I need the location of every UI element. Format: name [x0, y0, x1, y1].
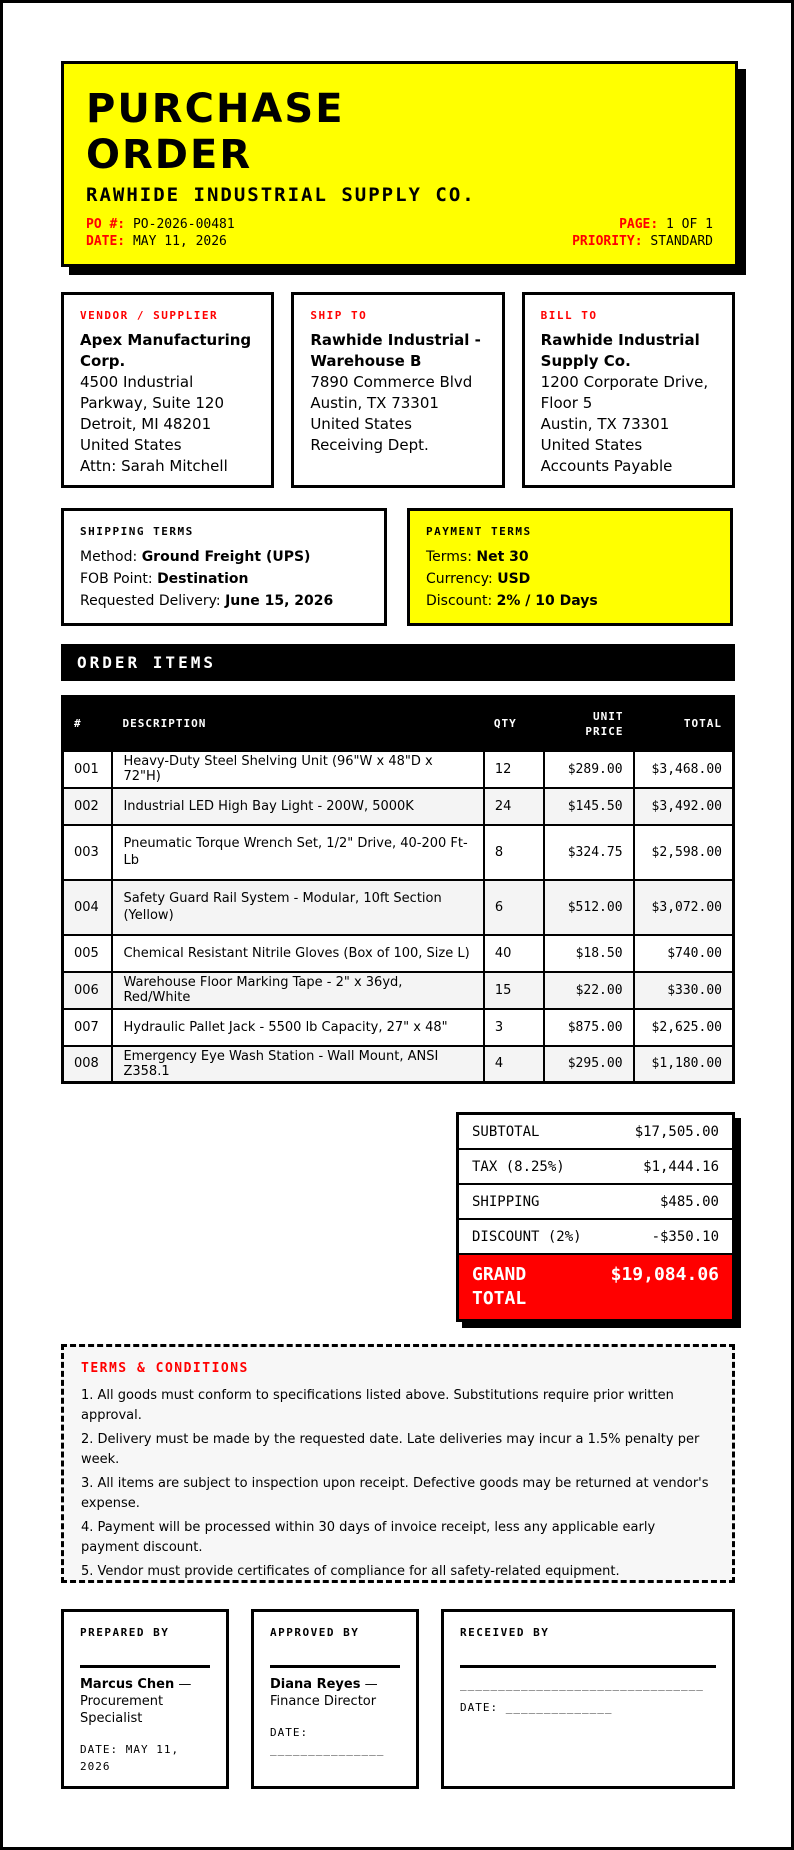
cell-description: Hydraulic Pallet Jack - 5500 lb Capacity, 27" x 48" — [112, 1009, 483, 1046]
page-label: PAGE: — [619, 217, 659, 232]
column-header-unit-price: UNIT PRICE — [544, 697, 634, 751]
table-row — [63, 935, 734, 972]
approved-by-name: Diana Reyes — [270, 1677, 361, 1692]
document-title — [86, 86, 713, 178]
cell-qty: 8 — [484, 825, 544, 880]
cell-line-total: $3,072.00 — [634, 880, 734, 935]
cell-unit-price: $145.50 — [544, 788, 634, 825]
prepared-by-label: PREPARED BY — [80, 1626, 170, 1639]
received-by-blank-line: ________________________________ — [460, 1678, 704, 1691]
cell-description: Heavy-Duty Steel Shelving Unit (96"W x 48"D x 72"H) — [112, 751, 483, 788]
ship-to-address-line: United States — [310, 415, 412, 433]
signature-line — [460, 1665, 716, 1668]
bill-to-dept: Accounts Payable — [540, 457, 673, 475]
cell-unit-price: $289.00 — [544, 751, 634, 788]
cell-line-total: $330.00 — [634, 972, 734, 1009]
approved-by-box: APPROVED BY Diana Reyes — Finance Director DATE: _______________ — [251, 1609, 419, 1789]
cell-item-number: 006 — [63, 972, 113, 1009]
cell-unit-price: $295.00 — [544, 1046, 634, 1083]
shipping-terms-box — [61, 508, 387, 626]
prepared-by-role: Procurement Specialist — [80, 1694, 164, 1726]
ship-to-address-line: 7890 Commerce Blvd — [310, 373, 473, 391]
title-line-1: PURCHASE — [86, 86, 345, 132]
header-meta-left — [86, 216, 235, 250]
vendor-address-line: Detroit, MI 48201 — [80, 415, 212, 433]
signature-blocks — [61, 1609, 735, 1789]
column-header-qty: QTY — [484, 697, 544, 751]
ship-to-dept: Receiving Dept. — [310, 436, 429, 454]
table-row — [63, 788, 734, 825]
cell-qty: 40 — [484, 935, 544, 972]
title-line-2: ORDER — [86, 132, 253, 178]
condition-item: 5. Vendor must provide certificates of compliance for all safety-related equipment. — [81, 1564, 620, 1579]
received-by-label: RECEIVED BY — [460, 1626, 550, 1639]
discount-row — [459, 1220, 732, 1255]
vendor-label: VENDOR / SUPPLIER — [80, 309, 219, 322]
discount-total-label: DISCOUNT (2%) — [472, 1228, 582, 1245]
cell-line-total: $740.00 — [634, 935, 734, 972]
subtotal-label: SUBTOTAL — [472, 1123, 540, 1140]
vendor-attn: Attn: Sarah Mitchell — [80, 457, 228, 475]
priority-label: PRIORITY: — [572, 234, 643, 249]
bill-to-address-line: Austin, TX 73301 — [540, 415, 670, 433]
cell-description: Chemical Resistant Nitrile Gloves (Box of 100, Size L) — [112, 935, 483, 972]
tax-row — [459, 1150, 732, 1185]
ship-to-label: SHIP TO — [310, 309, 368, 322]
vendor-address-line: 4500 Industrial Parkway, Suite 120 — [80, 373, 224, 412]
cell-description: Industrial LED High Bay Light - 200W, 5000K — [112, 788, 483, 825]
date-label: DATE: — [86, 234, 126, 249]
tax-value: $1,444.16 — [643, 1158, 719, 1175]
party-boxes — [61, 292, 735, 488]
cell-qty: 3 — [484, 1009, 544, 1046]
payment-terms: Net 30 — [476, 549, 529, 565]
cell-item-number: 004 — [63, 880, 113, 935]
table-row — [63, 880, 734, 935]
prepared-by-name: Marcus Chen — [80, 1677, 175, 1692]
bill-to-name: Rawhide Industrial Supply Co. — [540, 331, 700, 370]
approved-by-date-blank: _______________ — [270, 1743, 385, 1756]
bill-to-box — [522, 292, 735, 488]
order-items-heading: ORDER ITEMS — [61, 644, 735, 681]
cell-qty: 15 — [484, 972, 544, 1009]
requested-delivery: June 15, 2026 — [225, 593, 334, 609]
cell-item-number: 008 — [63, 1046, 113, 1083]
table-row — [63, 825, 734, 880]
bill-to-address-line: 1200 Corporate Drive, Floor 5 — [540, 373, 709, 412]
subtotal-value: $17,505.00 — [634, 1123, 719, 1140]
payment-terms-label: PAYMENT TERMS — [426, 525, 532, 538]
priority-value: STANDARD — [650, 234, 713, 249]
condition-item: 2. Delivery must be made by the requested date. Late deliveries may incur a 1.5% penalty per week. — [81, 1432, 700, 1467]
cell-item-number: 001 — [63, 751, 113, 788]
discount-value: -$350.10 — [651, 1228, 719, 1245]
page-number: 1 OF 1 — [666, 217, 713, 232]
cell-line-total: $3,492.00 — [634, 788, 734, 825]
tax-label: TAX (8.25%) — [472, 1158, 565, 1175]
prepared-by-date: DATE: MAY 11, 2026 — [80, 1743, 180, 1773]
cell-description: Safety Guard Rail System - Modular, 10ft Section (Yellow) — [112, 880, 483, 935]
cell-qty: 12 — [484, 751, 544, 788]
cell-line-total: $2,625.00 — [634, 1009, 734, 1046]
cell-qty: 4 — [484, 1046, 544, 1083]
ship-to-name: Rawhide Industrial - Warehouse B — [310, 331, 481, 370]
company-name: RAWHIDE INDUSTRIAL SUPPLY CO. — [86, 184, 476, 206]
cell-description: Pneumatic Torque Wrench Set, 1/2" Drive, 40-200 Ft-Lb — [112, 825, 483, 880]
table-row — [63, 751, 734, 788]
approved-by-date-label: DATE: — [270, 1726, 309, 1739]
terms-label: Terms: — [426, 549, 472, 565]
shipping-label: SHIPPING — [472, 1193, 540, 1210]
condition-item: 4. Payment will be processed within 30 days of invoice receipt, less any applicable early payment discount. — [81, 1520, 656, 1555]
delivery-label: Requested Delivery: — [80, 593, 221, 609]
received-by-box — [441, 1609, 735, 1789]
cell-line-total: $2,598.00 — [634, 825, 734, 880]
cell-item-number: 002 — [63, 788, 113, 825]
cell-item-number: 005 — [63, 935, 113, 972]
cell-item-number: 007 — [63, 1009, 113, 1046]
po-number: PO-2026-00481 — [132, 217, 235, 232]
table-row — [63, 1009, 734, 1046]
fob-label: FOB Point: — [80, 571, 153, 587]
cell-line-total: $3,468.00 — [634, 751, 734, 788]
bill-to-address-line: United States — [540, 436, 643, 454]
prepared-by-box: PREPARED BY Marcus Chen — Procurement Specialist DATE: MAY 11, 2026 — [61, 1609, 229, 1789]
po-header — [61, 61, 738, 267]
signature-line — [80, 1665, 210, 1668]
cell-unit-price: $324.75 — [544, 825, 634, 880]
terms-and-conditions — [61, 1344, 735, 1583]
cell-description: Warehouse Floor Marking Tape - 2" x 36yd, Red/White — [112, 972, 483, 1009]
shipping-method: Ground Freight (UPS) — [141, 549, 311, 565]
approved-by-label: APPROVED BY — [270, 1626, 360, 1639]
table-header-row — [63, 697, 734, 751]
cell-qty: 24 — [484, 788, 544, 825]
cell-unit-price: $22.00 — [544, 972, 634, 1009]
payment-discount: 2% / 10 Days — [496, 593, 598, 609]
payment-terms-box — [407, 508, 733, 626]
po-label: PO #: — [86, 217, 126, 232]
shipping-terms-label: SHIPPING TERMS — [80, 525, 194, 538]
conditions-title: TERMS & CONDITIONS — [81, 1361, 249, 1376]
cell-description: Emergency Eye Wash Station - Wall Mount, ANSI Z358.1 — [112, 1046, 483, 1083]
grand-total-value: $19,084.06 — [610, 1264, 719, 1285]
order-items-table — [61, 695, 735, 1084]
table-row — [63, 972, 734, 1009]
po-date: MAY 11, 2026 — [132, 234, 227, 249]
totals-box — [456, 1112, 735, 1322]
shipping-value: $485.00 — [659, 1193, 719, 1210]
shipping-row — [459, 1185, 732, 1220]
cell-unit-price: $875.00 — [544, 1009, 634, 1046]
fob-point: Destination — [157, 571, 249, 587]
signature-line — [270, 1665, 400, 1668]
cell-unit-price: $512.00 — [544, 880, 634, 935]
header-meta — [86, 216, 713, 250]
column-header-description: DESCRIPTION — [112, 697, 483, 751]
grand-total-label: GRAND TOTAL — [472, 1264, 527, 1309]
cell-item-number: 003 — [63, 825, 113, 880]
cell-line-total: $1,180.00 — [634, 1046, 734, 1083]
method-label: Method: — [80, 549, 138, 565]
column-header-number: # — [63, 697, 113, 751]
ship-to-address-line: Austin, TX 73301 — [310, 394, 439, 412]
terms-boxes — [61, 508, 735, 626]
table-row — [63, 1046, 734, 1083]
grand-total-row — [459, 1255, 732, 1319]
currency: USD — [497, 571, 531, 587]
currency-label: Currency: — [426, 571, 493, 587]
condition-item: 3. All items are subject to inspection upon receipt. Defective goods may be returned at vendor's expense. — [81, 1476, 709, 1511]
condition-item: 1. All goods must conform to specifications listed above. Substitutions require prior written approval. — [81, 1388, 674, 1423]
approved-by-role: Finance Director — [270, 1694, 377, 1709]
bill-to-label: BILL TO — [540, 309, 598, 322]
vendor-address-line: United States — [80, 436, 182, 454]
vendor-name: Apex Manufacturing Corp. — [80, 331, 252, 370]
subtotal-row — [459, 1115, 732, 1150]
discount-label: Discount: — [426, 593, 493, 609]
cell-qty: 6 — [484, 880, 544, 935]
cell-unit-price: $18.50 — [544, 935, 634, 972]
header-meta-right — [572, 216, 713, 250]
totals-wrapper — [61, 1112, 735, 1322]
column-header-total: TOTAL — [634, 697, 734, 751]
vendor-box — [61, 292, 274, 488]
received-by-date: DATE: ______________ — [460, 1701, 613, 1714]
ship-to-box — [291, 292, 504, 488]
